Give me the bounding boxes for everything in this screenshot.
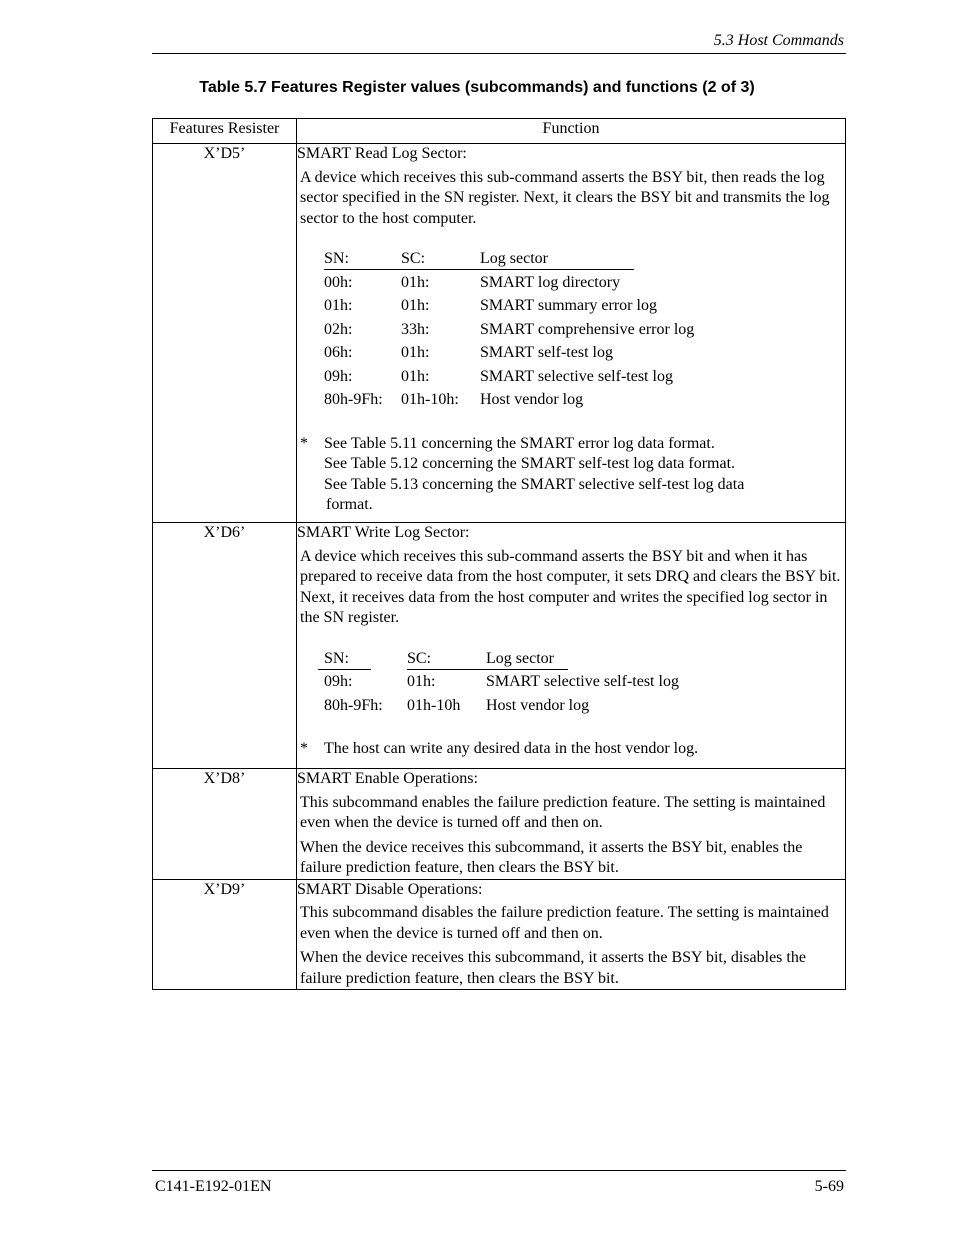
- log-sn: 00h:: [324, 273, 353, 291]
- log-sn: 09h:: [324, 367, 353, 385]
- log-sn: 02h:: [324, 320, 353, 338]
- table-row: [153, 144, 846, 523]
- header-rule: [152, 53, 846, 54]
- log-table-header: [318, 649, 679, 673]
- log-table-row: [324, 273, 694, 297]
- log-sc: 01h:: [407, 673, 436, 690]
- note-line: See Table 5.12 concerning the SMART self-test log data format.: [324, 455, 736, 472]
- log-sc: 01h-10h: [407, 696, 461, 714]
- table-row: [153, 879, 846, 990]
- table-caption: Table 5.7 Features Register values (subcommands) and functions (2 of 3): [199, 79, 755, 96]
- note-line: The host can write any desired data in the host vendor log.: [324, 740, 699, 757]
- footer-rule: [152, 1170, 846, 1171]
- log-sector: SMART selective self-test log: [486, 673, 679, 690]
- page-number: 5-69: [814, 1178, 844, 1195]
- function-cell: [297, 523, 846, 769]
- function-title: SMART Read Log Sector:: [297, 145, 467, 162]
- log-sector: SMART summary error log: [480, 297, 657, 314]
- log-sector: SMART comprehensive error log: [480, 320, 695, 338]
- function-description: When the device receives this subcommand, it asserts the BSY bit, enables the failure prediction feature, then clears the BSY bit.: [300, 838, 803, 876]
- log-sc: 33h:: [401, 320, 430, 338]
- log-sector-table: [324, 249, 694, 414]
- log-sector-table: [318, 649, 679, 720]
- log-header-sc: SC:: [401, 249, 480, 270]
- log-header-sc: SC:: [407, 649, 486, 670]
- note-line: See Table 5.11 concerning the SMART error log data format.: [324, 434, 715, 452]
- function-description: When the device receives this subcommand, it asserts the BSY bit, disables the failure prediction feature, then clears the BSY bit.: [300, 949, 806, 987]
- log-table-row: [324, 343, 694, 367]
- table-row: [153, 769, 846, 880]
- log-sn: 80h-9Fh:: [324, 391, 383, 408]
- log-table-row: [324, 390, 694, 414]
- log-table-row: [324, 320, 694, 344]
- note-line: See Table 5.13 concerning the SMART selective self-test log data: [324, 475, 745, 493]
- log-sector: SMART selective self-test log: [480, 367, 673, 385]
- column-header-function: Function: [297, 119, 846, 144]
- log-sc: 01h:: [401, 344, 430, 361]
- function-description: This subcommand disables the failure prediction feature. The setting is maintained even when the device is turned off and then on.: [300, 904, 829, 942]
- function-description: This subcommand enables the failure prediction feature. The setting is maintained even when the device is turned off and then on.: [300, 793, 826, 831]
- document-id: C141-E192-01EN: [155, 1178, 272, 1195]
- log-table-row: [318, 672, 679, 696]
- register-value: X’D6’: [153, 523, 297, 769]
- function-title: SMART Enable Operations:: [297, 770, 478, 787]
- log-sn: 06h:: [324, 344, 353, 361]
- log-sector: SMART self-test log: [480, 344, 613, 361]
- register-value: X’D9’: [153, 879, 297, 990]
- log-sector: Host vendor log: [480, 391, 584, 408]
- log-sector: SMART log directory: [480, 273, 621, 291]
- log-table-row: [318, 696, 679, 720]
- function-cell: [297, 769, 846, 880]
- function-description: A device which receives this sub-command asserts the BSY bit and when it has prepared to receive data from the host computer, it sets DRQ and clears the BSY bit. Next, it receives data from the host computer and writes the specified log sector in the SN register.: [300, 547, 841, 626]
- notes-block: [300, 739, 845, 760]
- log-table-row: [324, 367, 694, 391]
- note-line: format.: [326, 496, 373, 513]
- table-row: [153, 523, 846, 769]
- features-register-table: [152, 118, 846, 990]
- note-asterisk: *: [300, 740, 308, 757]
- log-sc: 01h-10h:: [401, 391, 459, 408]
- log-header-sector: Log sector: [480, 249, 634, 270]
- log-sector: Host vendor log: [486, 696, 590, 714]
- log-header-sector: Log sector: [486, 649, 568, 670]
- log-sc: 01h:: [401, 297, 430, 314]
- log-table-header: [324, 249, 694, 273]
- register-value: X’D8’: [153, 769, 297, 880]
- log-sn: 80h-9Fh:: [324, 696, 383, 714]
- function-description: A device which receives this sub-command asserts the BSY bit, then reads the log sector specified in the SN register. Next, it clears the BSY bit and transmits the log sector to the host computer.: [300, 168, 830, 227]
- log-sn: 01h:: [324, 297, 353, 314]
- function-title: SMART Disable Operations:: [297, 880, 483, 898]
- function-title: SMART Write Log Sector:: [297, 524, 470, 541]
- function-cell: [297, 879, 846, 990]
- note-asterisk: *: [300, 434, 308, 452]
- running-header: 5.3 Host Commands: [713, 32, 844, 49]
- log-header-sn: SN:: [318, 649, 371, 670]
- table-header-row: [153, 119, 846, 144]
- log-sc: 01h:: [401, 367, 430, 385]
- log-sc: 01h:: [401, 273, 430, 291]
- function-cell: [297, 144, 846, 523]
- column-header-features-register: Features Resister: [153, 119, 297, 144]
- log-header-sn: SN:: [324, 249, 401, 270]
- register-value: X’D5’: [153, 144, 297, 523]
- log-table-row: [324, 296, 694, 320]
- notes-block: [300, 434, 845, 516]
- log-sn: 09h:: [324, 673, 353, 690]
